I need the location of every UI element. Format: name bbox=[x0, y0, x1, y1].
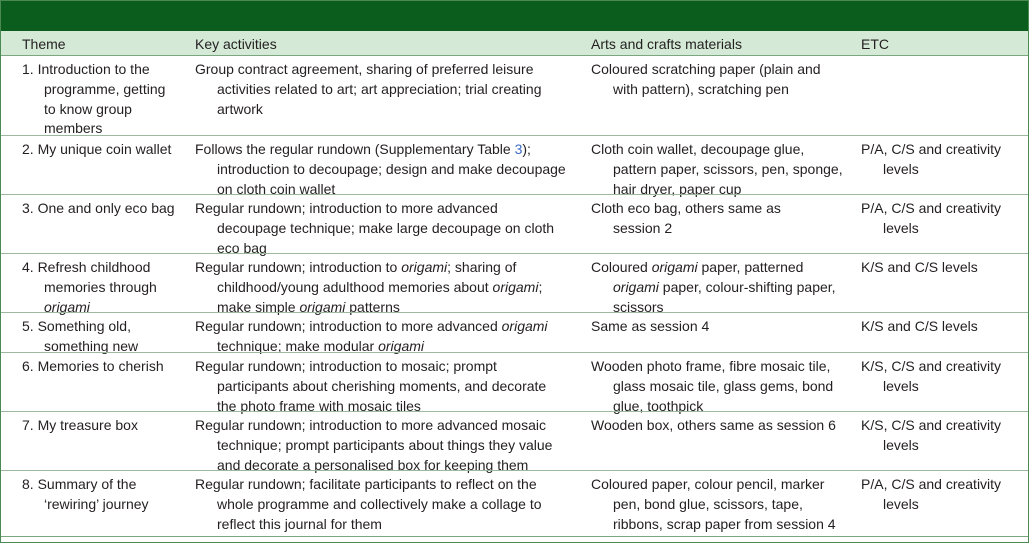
cell-line: 2. My unique coin wallet bbox=[22, 141, 172, 157]
etc-cell bbox=[861, 199, 1001, 239]
cell-text: paper, colour-shifting paper, bbox=[658, 278, 836, 295]
cell-line: programme, getting bbox=[44, 80, 166, 97]
theme-cell bbox=[22, 199, 175, 219]
table-header-row bbox=[1, 31, 1028, 56]
header-theme: Theme bbox=[22, 36, 66, 52]
materials-cell bbox=[591, 258, 836, 317]
cell-line bbox=[591, 258, 836, 278]
cell-line: Cloth coin wallet, decoupage glue, bbox=[591, 141, 805, 157]
cell-line: session 2 bbox=[613, 219, 673, 236]
activities-cell bbox=[195, 357, 546, 416]
theme-cell bbox=[22, 317, 138, 357]
activities-cell bbox=[195, 258, 542, 317]
activities-cell bbox=[195, 416, 552, 475]
activities-cell bbox=[195, 60, 542, 119]
materials-cell bbox=[591, 317, 709, 337]
etc-cell bbox=[861, 140, 1001, 180]
cell-text: childhood/young adulthood memories about bbox=[217, 278, 493, 295]
cell-line: levels bbox=[883, 495, 919, 512]
header-key-activities: Key activities bbox=[195, 36, 277, 52]
table-row bbox=[1, 312, 1028, 353]
cell-text: origami bbox=[44, 298, 90, 315]
cell-line: levels bbox=[883, 436, 919, 453]
cell-line: hair dryer, paper cup bbox=[613, 180, 742, 197]
cell-line: technique; prompt participants about things they value bbox=[217, 436, 553, 453]
cell-text: origami bbox=[613, 278, 659, 295]
cell-line: Coloured paper, colour pencil, marker bbox=[591, 476, 825, 492]
cell-line: Wooden box, others same as session 6 bbox=[591, 417, 836, 433]
cell-line: with pattern), scratching pen bbox=[613, 80, 789, 97]
table-row bbox=[1, 352, 1028, 412]
cell-line: Coloured scratching paper (plain and bbox=[591, 61, 821, 77]
cell-line bbox=[591, 278, 836, 298]
table-row bbox=[1, 470, 1028, 537]
cell-line: 1. Introduction to the bbox=[22, 61, 150, 77]
theme-cell bbox=[22, 475, 149, 515]
table-title-bar bbox=[1, 1, 1028, 31]
table-row bbox=[1, 56, 1028, 135]
cell-line: and decorate a personalised box for keeping them bbox=[217, 456, 529, 473]
theme-cell bbox=[22, 140, 171, 160]
etc-cell bbox=[861, 317, 978, 337]
table-bottom-rule bbox=[1, 536, 1028, 537]
cell-line: eco bag bbox=[217, 239, 267, 256]
cell-line: glue, toothpick bbox=[613, 397, 704, 414]
cell-text: patterns bbox=[345, 298, 400, 315]
cell-line: 3. One and only eco bag bbox=[22, 200, 175, 216]
cell-line: 6. Memories to cherish bbox=[22, 358, 164, 374]
cell-line bbox=[195, 140, 566, 160]
cell-line: Wooden photo frame, fibre mosaic tile, bbox=[591, 358, 831, 374]
cell-text: ; sharing of bbox=[447, 259, 517, 275]
etc-cell bbox=[861, 475, 1001, 515]
cell-line: Regular rundown; introduction to mosaic; prompt bbox=[195, 358, 497, 374]
header-etc: ETC bbox=[861, 36, 889, 52]
cell-line: participants about cherishing moments, and decorate bbox=[217, 377, 547, 394]
cell-line: memories through bbox=[44, 278, 157, 295]
cell-line bbox=[195, 258, 542, 278]
cell-line: glass mosaic tile, glass gems, bond bbox=[613, 377, 834, 394]
cell-text: origami bbox=[299, 298, 346, 315]
supplementary-table-link[interactable]: 3 bbox=[514, 141, 523, 157]
cell-line: reflect this journal for them bbox=[217, 515, 382, 532]
activities-cell bbox=[195, 140, 566, 199]
etc-cell bbox=[861, 416, 1001, 456]
cell-text: origami bbox=[651, 259, 698, 275]
cell-text: origami bbox=[492, 278, 539, 295]
cell-text: origami bbox=[401, 259, 448, 275]
cell-line: 7. My treasure box bbox=[22, 417, 138, 433]
cell-text: origami bbox=[378, 337, 424, 354]
cell-text: ; bbox=[538, 278, 543, 295]
theme-cell bbox=[22, 416, 138, 436]
cell-line bbox=[195, 317, 548, 337]
cell-line bbox=[195, 278, 542, 298]
cell-text: technique; make modular bbox=[217, 337, 379, 354]
cell-line: Regular rundown; introduction to more advanced bbox=[195, 200, 498, 216]
materials-cell bbox=[591, 199, 781, 239]
cell-line: the photo frame with mosaic tiles bbox=[217, 397, 421, 414]
cell-line: Group contract agreement, sharing of preferred leisure bbox=[195, 61, 534, 77]
cell-line: members bbox=[44, 120, 103, 137]
theme-cell bbox=[22, 60, 165, 139]
cell-line: artwork bbox=[217, 100, 263, 117]
cell-line: whole programme and collectively make a collage to bbox=[217, 495, 542, 512]
activities-cell bbox=[195, 475, 542, 534]
cell-text: Follows the regular rundown (Supplementary Table bbox=[195, 141, 515, 157]
activities-cell bbox=[195, 199, 554, 258]
table-row bbox=[1, 411, 1028, 471]
cell-text: paper, patterned bbox=[697, 259, 804, 275]
cell-line: P/A, C/S and creativity bbox=[861, 141, 1002, 157]
cell-line: 5. Something old, bbox=[22, 318, 131, 334]
cell-line: 4. Refresh childhood bbox=[22, 259, 151, 275]
activities-cell bbox=[195, 317, 548, 357]
cell-line: P/A, C/S and creativity bbox=[861, 200, 1002, 216]
cell-line: introduction to decoupage; design and make decoupage bbox=[217, 160, 566, 177]
cell-line: K/S, C/S and creativity bbox=[861, 358, 1002, 374]
cell-text: make simple bbox=[217, 298, 300, 315]
table-row bbox=[1, 253, 1028, 313]
materials-cell bbox=[591, 357, 833, 416]
materials-cell bbox=[591, 140, 843, 199]
theme-cell bbox=[22, 258, 157, 317]
cell-line: Cloth eco bag, others same as bbox=[591, 200, 781, 216]
header-materials: Arts and crafts materials bbox=[591, 36, 742, 52]
cell-text: origami bbox=[501, 318, 548, 334]
cell-line: to know group bbox=[44, 100, 132, 117]
cell-text: Regular rundown; introduction to bbox=[195, 259, 402, 275]
cell-line: pen, bond glue, scissors, tape, bbox=[613, 495, 803, 512]
cell-line: scissors bbox=[613, 298, 664, 315]
cell-line: K/S and C/S levels bbox=[861, 259, 978, 275]
cell-line: levels bbox=[883, 377, 919, 394]
cell-line: levels bbox=[883, 219, 919, 236]
cell-line: 8. Summary of the bbox=[22, 476, 137, 492]
cell-line: something new bbox=[44, 337, 139, 354]
cell-text: Regular rundown; introduction to more advanced bbox=[195, 318, 502, 334]
cell-line: ‘rewiring’ journey bbox=[44, 495, 149, 512]
etc-cell bbox=[861, 357, 1001, 397]
materials-cell bbox=[591, 60, 821, 100]
cell-line: Regular rundown; introduction to more advanced mosaic bbox=[195, 417, 546, 433]
cell-line: pattern paper, scissors, pen, sponge, bbox=[613, 160, 843, 177]
table-row bbox=[1, 194, 1028, 254]
cell-line: Regular rundown; facilitate participants to reflect on the bbox=[195, 476, 537, 492]
cell-line: ribbons, scrap paper from session 4 bbox=[613, 515, 836, 532]
cell-line: activities related to art; art appreciation; trial creating bbox=[217, 80, 542, 97]
etc-cell bbox=[861, 258, 978, 278]
cell-text: ); bbox=[522, 141, 531, 157]
cell-line: on cloth coin wallet bbox=[217, 180, 336, 197]
cell-line: decoupage technique; make large decoupage on cloth bbox=[217, 219, 555, 236]
theme-cell bbox=[22, 357, 164, 377]
table-row bbox=[1, 135, 1028, 195]
materials-cell bbox=[591, 416, 836, 436]
cell-line: Same as session 4 bbox=[591, 318, 710, 334]
materials-cell bbox=[591, 475, 836, 534]
cell-line: K/S and C/S levels bbox=[861, 318, 978, 334]
cell-line: levels bbox=[883, 160, 919, 177]
cell-line: K/S, C/S and creativity bbox=[861, 417, 1002, 433]
cell-text: Coloured bbox=[591, 259, 652, 275]
cell-line: P/A, C/S and creativity bbox=[861, 476, 1002, 492]
